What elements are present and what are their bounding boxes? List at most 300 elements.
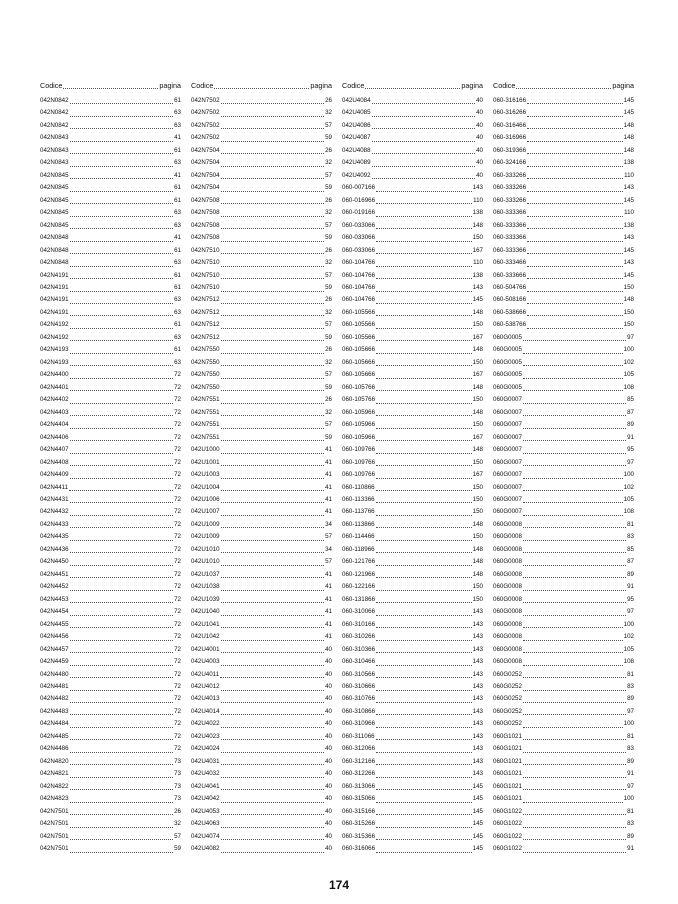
dot-leader — [523, 502, 623, 503]
entry-page: 89 — [627, 695, 634, 703]
index-entry — [191, 270, 332, 282]
dot-leader — [523, 577, 626, 578]
dot-leader — [221, 764, 325, 765]
index-entry — [493, 768, 634, 780]
entry-page: 100 — [623, 471, 634, 479]
dot-leader — [221, 752, 325, 753]
index-entry — [191, 107, 332, 119]
dot-leader — [70, 602, 174, 603]
entry-page: 73 — [174, 770, 181, 778]
dot-leader — [221, 178, 325, 179]
entry-page: 143 — [472, 608, 483, 616]
entry-code: 042N4823 — [40, 795, 69, 803]
entry-page: 148 — [472, 558, 483, 566]
index-entry — [342, 295, 483, 307]
entry-page: 148 — [472, 408, 483, 416]
entry-page: 150 — [472, 458, 483, 466]
index-entry — [40, 145, 181, 157]
entry-code: 060-538766 — [493, 321, 527, 329]
index-entry — [493, 793, 634, 805]
index-entry — [342, 95, 483, 107]
index-entry — [342, 556, 483, 568]
index-entry — [342, 619, 483, 631]
index-entry — [40, 419, 181, 431]
entry-page: 40 — [325, 807, 332, 815]
index-entry — [342, 282, 483, 294]
entry-page: 143 — [472, 707, 483, 715]
index-entry — [493, 344, 634, 356]
index-entry — [493, 195, 634, 207]
entry-code: 042N4820 — [40, 757, 69, 765]
index-entry — [40, 681, 181, 693]
dot-leader — [376, 465, 472, 466]
index-entry — [40, 494, 181, 506]
index-entry — [342, 831, 483, 843]
entry-code: 042U4011 — [191, 670, 220, 678]
entry-code: 042N0845 — [40, 221, 69, 229]
index-entry — [493, 619, 634, 631]
dot-leader — [221, 714, 325, 715]
entry-code: 042U4084 — [342, 96, 371, 104]
index-entry — [40, 332, 181, 344]
index-entry — [191, 357, 332, 369]
dot-leader — [376, 303, 472, 304]
index-entry — [191, 556, 332, 568]
entry-page: 26 — [325, 96, 332, 104]
entry-code: 042U1009 — [191, 533, 220, 541]
entry-code: 060-310866 — [342, 707, 376, 715]
entry-code: 060G1021 — [493, 732, 522, 740]
index-entry — [493, 706, 634, 718]
index-entry — [191, 731, 332, 743]
entry-code: 042U1009 — [191, 520, 220, 528]
dot-leader — [221, 527, 325, 528]
entry-code: 060G0008 — [493, 520, 522, 528]
dot-leader — [523, 814, 626, 815]
dot-leader — [376, 453, 472, 454]
index-entry — [493, 319, 634, 331]
entry-page: 72 — [174, 371, 181, 379]
entry-code: 042N4484 — [40, 720, 69, 728]
entry-page: 59 — [325, 284, 332, 292]
dot-leader — [523, 852, 626, 853]
index-entry — [342, 818, 483, 830]
entry-code: 060-324166 — [493, 159, 527, 167]
entry-code: 042N4482 — [40, 695, 69, 703]
index-entry — [493, 806, 634, 818]
entry-code: 060-310566 — [342, 670, 376, 678]
entry-page: 34 — [325, 520, 332, 528]
entry-page: 40 — [476, 96, 483, 104]
entry-code: 060-504766 — [493, 284, 527, 292]
entry-code: 060-316466 — [493, 121, 527, 129]
entry-page: 32 — [325, 209, 332, 217]
entry-page: 41 — [325, 483, 332, 491]
entry-page: 72 — [174, 608, 181, 616]
index-entry — [40, 95, 181, 107]
dot-leader — [221, 390, 325, 391]
entry-page: 150 — [472, 421, 483, 429]
entry-page: 100 — [623, 620, 634, 628]
entry-code: 042N7508 — [191, 196, 220, 204]
dot-leader — [70, 328, 174, 329]
entry-code: 042N7508 — [191, 234, 220, 242]
dot-leader — [70, 353, 174, 354]
index-entry — [40, 245, 181, 257]
entry-code: 060G1021 — [493, 782, 522, 790]
index-entry — [342, 793, 483, 805]
dot-leader — [70, 153, 174, 154]
dot-leader — [70, 428, 174, 429]
dot-leader — [70, 752, 174, 753]
entry-code: 042N7501 — [40, 807, 69, 815]
dot-leader — [70, 727, 174, 728]
entry-code: 042N7512 — [191, 321, 220, 329]
entry-code: 042U4092 — [342, 171, 371, 179]
index-entry — [493, 157, 634, 169]
entry-code: 042N7550 — [191, 371, 220, 379]
entry-page: 72 — [174, 595, 181, 603]
entry-page: 40 — [325, 732, 332, 740]
entry-code: 042N0842 — [40, 109, 69, 117]
dot-leader — [523, 365, 623, 366]
entry-code: 060-033066 — [342, 221, 376, 229]
entry-code: 042U1006 — [191, 495, 220, 503]
entry-code: 060-538666 — [493, 308, 527, 316]
dot-leader — [527, 191, 623, 192]
index-entry — [342, 594, 483, 606]
entry-page: 81 — [627, 520, 634, 528]
entry-page: 72 — [174, 620, 181, 628]
entry-code: 042N4408 — [40, 458, 69, 466]
entry-code: 042N4400 — [40, 371, 69, 379]
dot-leader — [70, 690, 174, 691]
dot-leader — [70, 789, 174, 790]
entry-code: 060G0008 — [493, 545, 522, 553]
entry-code: 060-105566 — [342, 308, 376, 316]
dot-leader — [376, 328, 472, 329]
index-entry — [40, 182, 181, 194]
index-entry — [493, 781, 634, 793]
index-entry — [191, 531, 332, 543]
entry-page: 61 — [174, 184, 181, 192]
dot-leader — [70, 802, 174, 803]
index-entry — [40, 357, 181, 369]
index-entry — [191, 282, 332, 294]
dot-leader — [221, 789, 325, 790]
entry-code: 042N4480 — [40, 670, 69, 678]
entry-code: 060-113766 — [342, 508, 375, 516]
dot-leader — [523, 340, 626, 341]
index-entry — [493, 581, 634, 593]
entry-code: 060G0005 — [493, 346, 522, 354]
index-entry — [40, 307, 181, 319]
dot-leader — [376, 440, 472, 441]
dot-leader — [376, 714, 472, 715]
entry-page: 57 — [325, 558, 332, 566]
entry-code: 042N7502 — [191, 134, 220, 142]
entry-code: 042N7504 — [191, 171, 220, 179]
entry-code: 060-105766 — [342, 383, 376, 391]
entry-page: 148 — [623, 134, 634, 142]
index-entry — [191, 694, 332, 706]
entry-page: 40 — [325, 832, 332, 840]
dot-leader — [527, 266, 623, 267]
index-entry — [191, 419, 332, 431]
index-entry — [342, 107, 483, 119]
dot-leader — [221, 428, 325, 429]
dot-leader — [70, 390, 174, 391]
column-header — [342, 80, 483, 92]
dot-leader — [376, 602, 472, 603]
dot-leader — [376, 216, 472, 217]
entry-code: 042N4822 — [40, 782, 69, 790]
entry-page: 26 — [325, 396, 332, 404]
entry-code: 060-316066 — [342, 845, 376, 853]
index-entry — [342, 569, 483, 581]
index-entry — [40, 444, 181, 456]
index-entry — [191, 407, 332, 419]
entry-code: 042N4191 — [40, 308, 69, 316]
entry-page: 63 — [174, 308, 181, 316]
entry-page: 59 — [325, 333, 332, 341]
dot-leader — [221, 478, 325, 479]
index-entry — [342, 743, 483, 755]
entry-page: 57 — [325, 171, 332, 179]
entry-code: 060-310466 — [342, 658, 376, 666]
dot-leader — [516, 88, 611, 89]
entry-page: 167 — [472, 333, 483, 341]
entry-page: 32 — [325, 159, 332, 167]
dot-leader — [376, 478, 472, 479]
entry-page: 61 — [174, 96, 181, 104]
dot-leader — [376, 365, 472, 366]
dot-leader — [221, 103, 325, 104]
entry-page: 72 — [174, 508, 181, 516]
dot-leader — [221, 652, 325, 653]
entry-code: 060-105666 — [342, 371, 376, 379]
entry-page: 150 — [623, 321, 634, 329]
entry-page: 61 — [174, 196, 181, 204]
entry-page: 57 — [325, 121, 332, 129]
index-entry — [342, 806, 483, 818]
entry-code: 060G1022 — [493, 832, 522, 840]
entry-code: 042N7501 — [40, 845, 69, 853]
entry-page: 143 — [472, 683, 483, 691]
entry-code: 042N7504 — [191, 159, 220, 167]
entry-page: 40 — [325, 670, 332, 678]
entry-code: 042U1000 — [191, 446, 220, 454]
entry-code: 042N4192 — [40, 321, 69, 329]
entry-page: 32 — [325, 259, 332, 267]
index-entry — [493, 232, 634, 244]
dot-leader — [376, 403, 472, 404]
entry-page: 97 — [627, 333, 634, 341]
entry-code: 060G0007 — [493, 471, 522, 479]
index-entry — [191, 644, 332, 656]
entry-code: 042N7550 — [191, 358, 220, 366]
entry-page: 41 — [325, 583, 332, 591]
entry-code: 060-118966 — [342, 545, 375, 553]
entry-code: 060G0008 — [493, 595, 522, 603]
entry-code: 042N4454 — [40, 608, 69, 616]
index-entry — [493, 432, 634, 444]
index-entry — [493, 132, 634, 144]
dot-leader — [221, 465, 325, 466]
entry-code: 042N7504 — [191, 146, 220, 154]
index-entry — [493, 743, 634, 755]
dot-leader — [221, 166, 325, 167]
entry-code: 042U4022 — [191, 720, 220, 728]
dot-leader — [376, 552, 472, 553]
entry-page: 85 — [627, 545, 634, 553]
index-entry — [191, 394, 332, 406]
dot-leader — [523, 478, 623, 479]
index-entry — [40, 195, 181, 207]
entry-code: 042N4452 — [40, 583, 69, 591]
entry-page: 148 — [472, 346, 483, 354]
index-entry — [493, 469, 634, 481]
index-entry — [493, 482, 634, 494]
entry-code: 042N7501 — [40, 820, 69, 828]
dot-leader — [523, 789, 626, 790]
entry-code: 060-315066 — [342, 795, 376, 803]
entry-code: 042N0848 — [40, 234, 69, 242]
entry-code: 042N4821 — [40, 770, 69, 778]
column-header — [493, 80, 634, 92]
entry-page: 150 — [472, 234, 483, 242]
dot-leader — [70, 615, 174, 616]
index-entry — [191, 506, 332, 518]
entry-page: 85 — [627, 396, 634, 404]
entry-page: 145 — [623, 246, 634, 254]
entry-page: 138 — [472, 209, 483, 217]
index-entry — [40, 831, 181, 843]
entry-code: 060G0007 — [493, 446, 522, 454]
dot-leader — [221, 216, 325, 217]
entry-code: 042N4193 — [40, 346, 69, 354]
index-entry — [493, 394, 634, 406]
entry-code: 060-131866 — [342, 595, 376, 603]
index-entry — [493, 357, 634, 369]
entry-code: 042U4012 — [191, 683, 220, 691]
index-entry — [191, 619, 332, 631]
index-entry — [493, 606, 634, 618]
entry-page: 72 — [174, 558, 181, 566]
index-entry — [191, 319, 332, 331]
index-entry — [40, 382, 181, 394]
entry-page: 40 — [325, 658, 332, 666]
index-entry — [40, 793, 181, 805]
entry-page: 40 — [325, 770, 332, 778]
entry-code: 060-105666 — [342, 346, 376, 354]
index-entry — [40, 295, 181, 307]
entry-code: 060-105666 — [342, 358, 376, 366]
entry-code: 042N4407 — [40, 446, 69, 454]
index-entry — [191, 569, 332, 581]
column-header — [191, 80, 332, 92]
index-entry — [342, 257, 483, 269]
dot-leader — [523, 440, 626, 441]
dot-leader — [221, 228, 325, 229]
entry-page: 145 — [472, 845, 483, 853]
entry-page: 83 — [627, 745, 634, 753]
entry-code: 060-019166 — [342, 209, 376, 217]
index-entry — [493, 457, 634, 469]
index-entry — [342, 407, 483, 419]
entry-page: 97 — [627, 458, 634, 466]
entry-code: 060-508166 — [493, 296, 527, 304]
dot-leader — [70, 291, 174, 292]
entry-code: 060-122166 — [342, 583, 376, 591]
index-entry — [40, 569, 181, 581]
entry-code: 042N7551 — [191, 396, 220, 404]
dot-leader — [70, 278, 174, 279]
entry-page: 72 — [174, 633, 181, 641]
index-entry — [493, 694, 634, 706]
entry-page: 150 — [472, 595, 483, 603]
index-entry — [493, 107, 634, 119]
index-entry — [342, 182, 483, 194]
dot-leader — [221, 552, 325, 553]
entry-page: 32 — [325, 308, 332, 316]
dot-leader — [221, 266, 325, 267]
index-entry — [40, 768, 181, 780]
entry-code: 060G0007 — [493, 396, 522, 404]
entry-code: 042U1004 — [191, 483, 220, 491]
index-entry — [493, 444, 634, 456]
index-entry — [493, 656, 634, 668]
index-entry — [493, 220, 634, 232]
dot-leader — [70, 652, 174, 653]
entry-page: 72 — [174, 396, 181, 404]
entry-page: 72 — [174, 670, 181, 678]
dot-leader — [365, 88, 460, 89]
dot-leader — [527, 141, 623, 142]
entry-code: 060-104766 — [342, 284, 376, 292]
entry-page: 150 — [472, 358, 483, 366]
index-entry — [191, 382, 332, 394]
dot-leader — [376, 378, 472, 379]
index-column — [40, 80, 181, 856]
dot-leader — [70, 839, 174, 840]
entry-code: 060-333366 — [493, 234, 527, 242]
index-entry — [191, 669, 332, 681]
entry-page: 81 — [627, 670, 634, 678]
entry-page: 72 — [174, 720, 181, 728]
entry-page: 72 — [174, 446, 181, 454]
entry-code: 042N7510 — [191, 284, 220, 292]
dot-leader — [527, 228, 623, 229]
index-entry — [191, 195, 332, 207]
index-entry — [493, 270, 634, 282]
entry-page: 150 — [472, 533, 483, 541]
index-entry — [493, 245, 634, 257]
index-entry — [342, 307, 483, 319]
entry-code: 060-109766 — [342, 446, 376, 454]
index-entry — [191, 295, 332, 307]
entry-page: 40 — [476, 146, 483, 154]
entry-page: 143 — [472, 645, 483, 653]
index-entry — [40, 519, 181, 531]
entry-page: 41 — [174, 134, 181, 142]
entry-page: 26 — [325, 246, 332, 254]
dot-leader — [376, 739, 472, 740]
entry-code: 060-105766 — [342, 396, 376, 404]
entry-code: 060G0252 — [493, 683, 522, 691]
dot-leader — [527, 315, 623, 316]
entry-code: 042N0845 — [40, 184, 69, 192]
